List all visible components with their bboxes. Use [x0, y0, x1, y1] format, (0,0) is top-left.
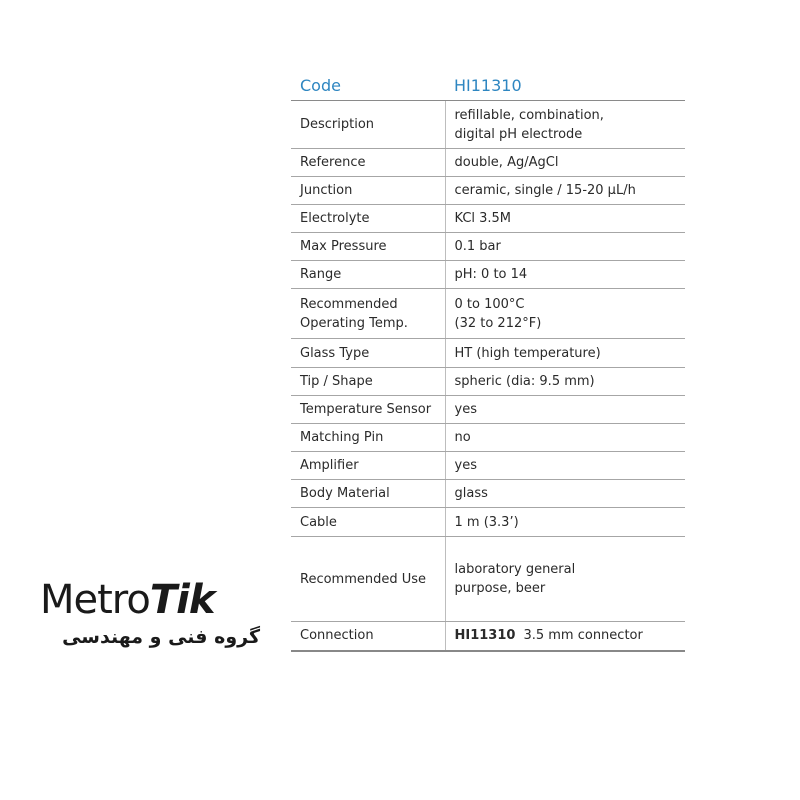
spec-label [291, 339, 445, 368]
spec-label-line: Temperature Sensor [300, 402, 432, 417]
logo-wordmark [40, 578, 265, 622]
logo-subtitle: گروه فنی و مهندسی [62, 626, 260, 648]
spec-value [445, 622, 685, 651]
spec-label [291, 480, 445, 508]
spec-value-line: yes [454, 458, 477, 473]
spec-label [291, 177, 445, 205]
table-row [291, 149, 685, 177]
spec-value-line: no [454, 430, 471, 445]
spec-label [291, 368, 445, 396]
spec-label-line: Description [300, 117, 375, 132]
spec-value-line: double, Ag/AgCl [454, 155, 559, 170]
spec-value-line: ceramic, single / 15-20 µL/h [454, 183, 636, 198]
table-row [291, 339, 685, 368]
table-row [291, 480, 685, 508]
spec-label-line: Cable [300, 514, 337, 530]
spec-label-line: Electrolyte [300, 211, 370, 226]
connection-code: HI11310 [454, 628, 516, 644]
table-header-row [291, 70, 685, 101]
spec-value [445, 396, 685, 424]
spec-value [445, 261, 685, 289]
spec-value [445, 452, 685, 480]
spec-label [291, 205, 445, 233]
spec-value [445, 205, 685, 233]
spec-label [291, 289, 445, 339]
spec-label-line: Max Pressure [300, 239, 387, 254]
table-row [291, 537, 685, 622]
spec-value [445, 508, 685, 537]
table-row [291, 101, 685, 149]
table-row [291, 289, 685, 339]
spec-value-line: pH: 0 to 14 [454, 267, 528, 282]
spec-value-line: digital pH electrode [454, 126, 583, 142]
table-row [291, 622, 685, 651]
spec-table [291, 70, 685, 652]
connection-text: 3.5 mm connector [523, 628, 643, 644]
spec-table-body [291, 101, 685, 651]
spec-label-line: Recommended Use [300, 571, 427, 587]
spec-value-line: HT (high temperature) [454, 345, 601, 361]
spec-value-line: refillable, combination, [454, 107, 604, 123]
spec-value [445, 424, 685, 452]
spec-value-line: purpose, beer [454, 581, 546, 596]
spec-value [445, 177, 685, 205]
spec-label-line: Connection [300, 628, 374, 644]
spec-value [445, 480, 685, 508]
spec-label-line: Body Material [300, 486, 390, 501]
logo-word-tik: Tik [149, 577, 215, 623]
table-row [291, 205, 685, 233]
spec-value-line: 0.1 bar [454, 239, 501, 254]
spec-label-line: Glass Type [300, 345, 370, 361]
spec-label [291, 508, 445, 537]
table-row [291, 452, 685, 480]
spec-value [445, 339, 685, 368]
spec-label-line: Operating Temp. [300, 315, 408, 331]
table-row [291, 177, 685, 205]
spec-value-line: 0 to 100°C [454, 296, 525, 312]
spec-value-line: glass [454, 486, 488, 501]
spec-value-line: laboratory general [454, 562, 576, 577]
table-row [291, 261, 685, 289]
table-row [291, 233, 685, 261]
table-row [291, 396, 685, 424]
spec-value-line: KCl 3.5M [454, 211, 512, 226]
spec-label-line: Recommended [300, 296, 398, 312]
spec-label-line: Range [300, 267, 342, 282]
logo-word-metro: Metro [40, 577, 150, 623]
metrotik-logo [40, 578, 265, 658]
spec-value-line [455, 626, 686, 645]
spec-value-line: (32 to 212°F) [454, 315, 542, 331]
table-row [291, 424, 685, 452]
spec-value-line: yes [454, 402, 477, 417]
spec-label-line: Tip / Shape [300, 374, 373, 389]
spec-label [291, 101, 445, 149]
header-code-label: Code [291, 70, 445, 101]
spec-value [445, 537, 685, 622]
spec-label [291, 537, 445, 622]
spec-label-line: Reference [300, 155, 366, 170]
table-row [291, 508, 685, 537]
spec-label [291, 424, 445, 452]
spec-value [445, 149, 685, 177]
spec-value [445, 233, 685, 261]
spec-value [445, 101, 685, 149]
spec-label [291, 452, 445, 480]
spec-label [291, 396, 445, 424]
spec-label [291, 622, 445, 651]
spec-value-line: spheric (dia: 9.5 mm) [454, 374, 595, 389]
spec-label-line: Matching Pin [300, 430, 384, 445]
spec-value [445, 368, 685, 396]
spec-value [445, 289, 685, 339]
spec-value-line: 1 m (3.3’) [454, 514, 519, 530]
spec-label-line: Junction [300, 183, 353, 198]
spec-label [291, 233, 445, 261]
spec-label [291, 261, 445, 289]
spec-label-line: Amplifier [300, 458, 359, 473]
table-row [291, 368, 685, 396]
header-code-value: HI11310 [445, 70, 685, 101]
spec-label [291, 149, 445, 177]
